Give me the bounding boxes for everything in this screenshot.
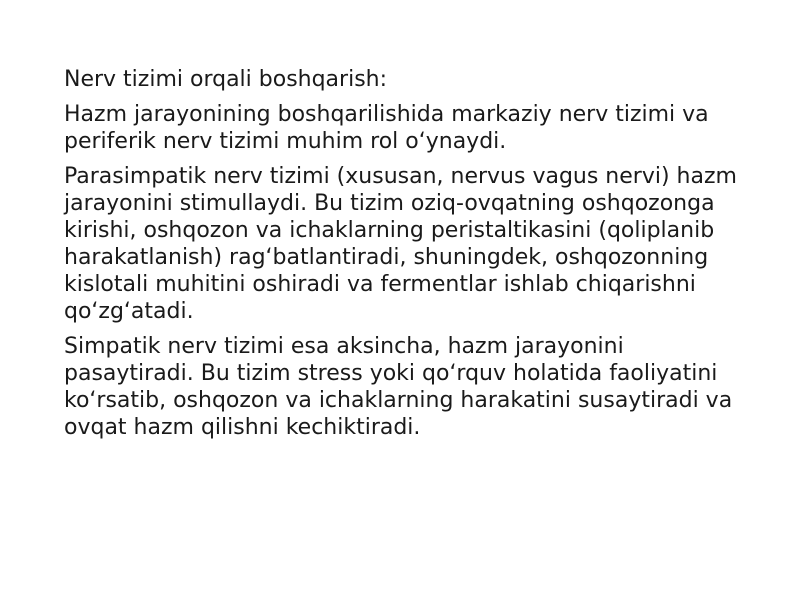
paragraph-parasympathetic: Parasimpatik nerv tizimi (xususan, nervus vagus nervi) hazm jarayonini stimullaydi. Bu tizim oziq-ovqatning oshqozonga kirishi, oshqozon va ichaklarning peristaltikasini (qoliplanib harakatlanish) rag‘batlantiradi, shuningdek, oshqozonning kislotali muhitini oshiradi va fermentlar ishlab chiqarishni qo‘zg‘atadi. — [64, 164, 737, 324]
paragraph-sympathetic: Simpatik nerv tizimi esa aksincha, hazm jarayonini pasaytiradi. Bu tizim stress yoki qo‘rquv holatida faoliyatini ko‘rsatib, oshqozon va ichaklarning harakatini susaytiradi va ovqat hazm qilishni kechiktiradi. — [64, 334, 733, 440]
paragraph-intro: Hazm jarayonining boshqarilishida markaziy nerv tizimi va periferik nerv tizimi muhim rol o‘ynaydi. — [64, 102, 709, 154]
slide-heading: Nerv tizimi orqali boshqarish: — [64, 67, 388, 92]
slide-text-body — [64, 66, 754, 449]
